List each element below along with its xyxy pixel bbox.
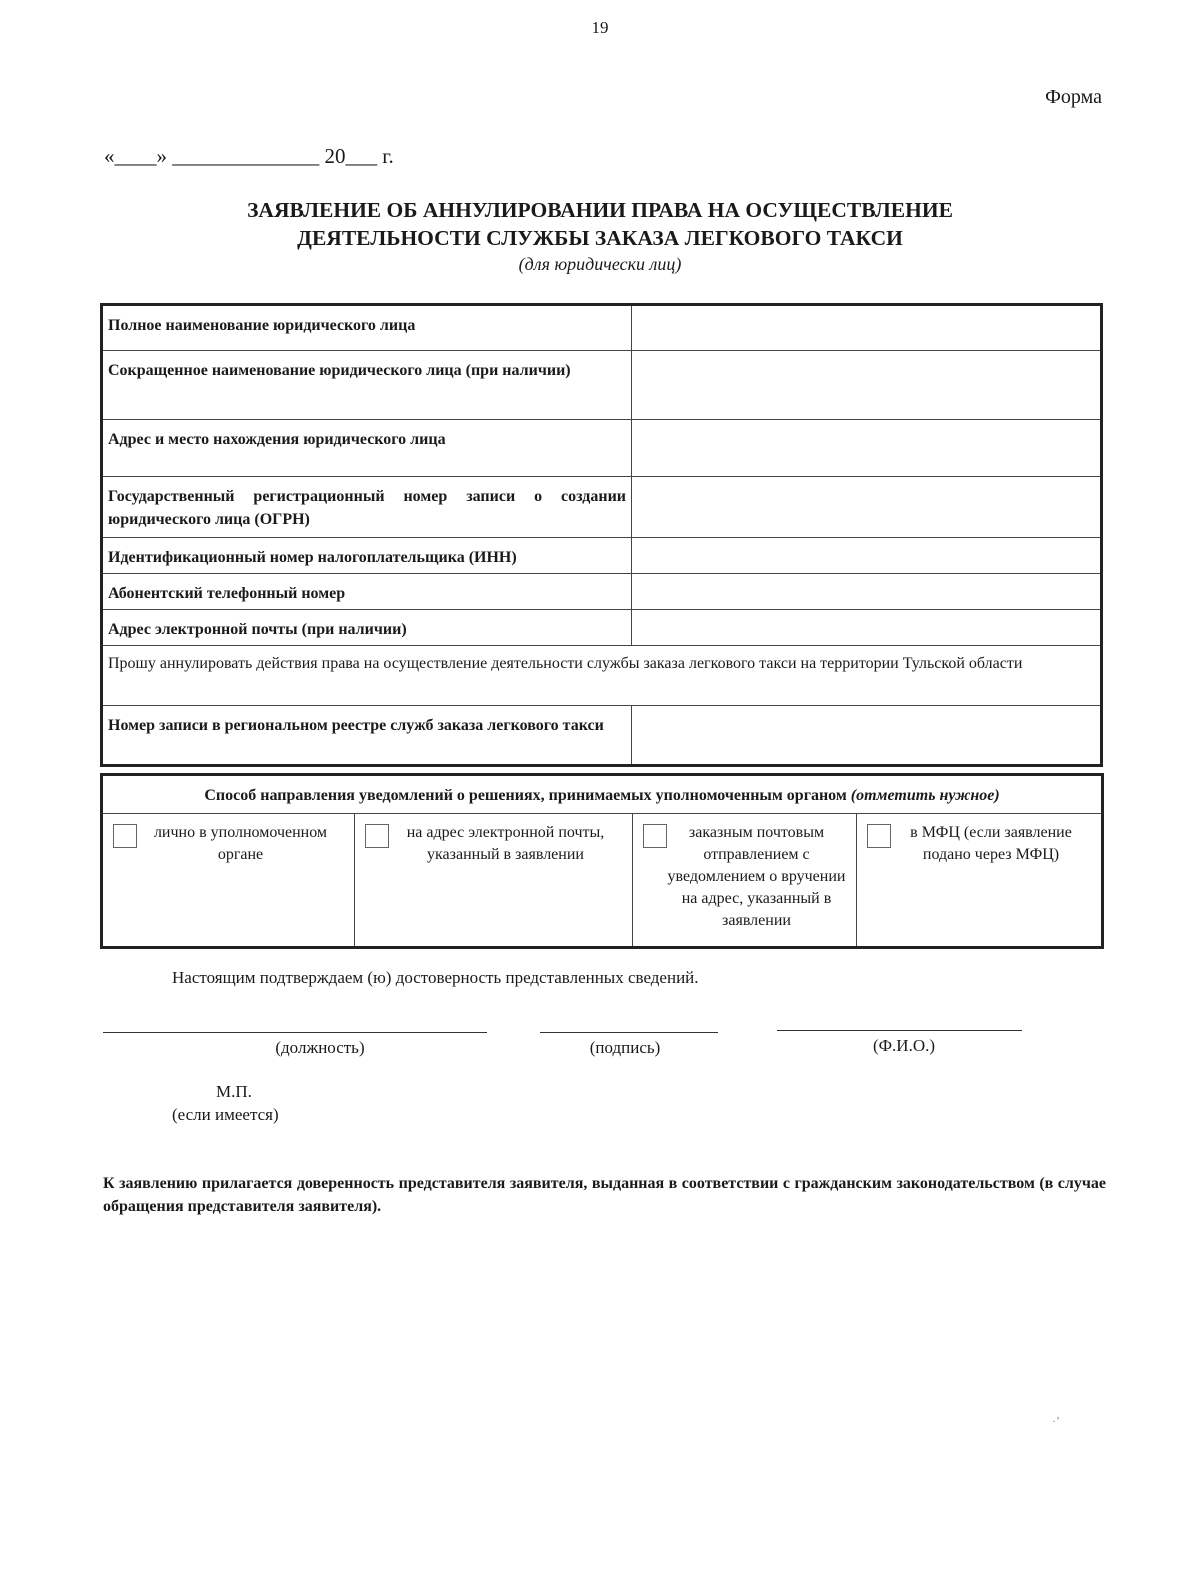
address-field[interactable] xyxy=(632,420,1102,477)
date-line: «____» ______________ 20___ г. xyxy=(104,144,394,168)
row-label-registry-number: Номер записи в региональном реестре служб заказа легкового такси xyxy=(102,706,632,766)
document-subtitle: (для юридически лиц) xyxy=(518,254,682,274)
phone-field[interactable] xyxy=(632,574,1102,610)
notification-header-text: Способ направления уведомлений о решениях, принимаемых уполномоченным органом xyxy=(204,787,847,804)
table-row xyxy=(102,477,1102,538)
option-in-person xyxy=(102,814,355,948)
row-label-short-name: Сокращенное наименование юридического лица (при наличии) xyxy=(102,351,632,420)
notification-header xyxy=(102,775,1103,814)
table-row xyxy=(102,646,1102,706)
scan-artifact: ·ʼ xyxy=(1052,1414,1060,1428)
option-label: заказным почтовым отправлением с уведомлением о вручении на адрес, указанный в заявлении xyxy=(667,824,846,929)
row-label-address: Адрес и место нахождения юридического лица xyxy=(102,420,632,477)
option-label: на адрес электронной почты, указанный в заявлении xyxy=(406,824,605,863)
row-label-inn: Идентификационный номер налогоплательщика (ИНН) xyxy=(102,538,632,574)
stamp-note: (если имеется) xyxy=(172,1105,279,1124)
row-label-phone: Абонентский телефонный номер xyxy=(102,574,632,610)
table-row xyxy=(102,538,1102,574)
page-number: 19 xyxy=(591,18,609,37)
checkbox-in-person[interactable] xyxy=(113,824,137,848)
ogrn-field[interactable] xyxy=(632,477,1102,538)
option-label: в МФЦ (если заявление подано через МФЦ) xyxy=(910,824,1072,863)
row-label-email: Адрес электронной почты (при наличии) xyxy=(102,610,632,646)
table-row xyxy=(102,610,1102,646)
name-caption: (Ф.И.О.) xyxy=(872,1036,936,1055)
stamp-label: М.П. xyxy=(216,1082,252,1101)
table-row xyxy=(102,775,1103,814)
table-row xyxy=(102,574,1102,610)
document-title xyxy=(100,196,1100,252)
notification-method-table xyxy=(100,773,1104,949)
option-email xyxy=(355,814,633,948)
table-row xyxy=(102,420,1102,477)
option-registered-mail xyxy=(633,814,857,948)
applicant-info-table xyxy=(100,303,1103,767)
full-name-signature-line[interactable] xyxy=(777,1030,1022,1031)
option-mfc xyxy=(857,814,1103,948)
position-caption: (должность) xyxy=(275,1038,365,1057)
full-name-field[interactable] xyxy=(632,305,1102,351)
row-label-ogrn: Государственный регистрационный номер записи о создании юридического лица (ОГРН) xyxy=(102,477,632,538)
request-text: Прошу аннулировать действия права на осуществление деятельности службы заказа легкового такси на территории Тульской области xyxy=(102,646,1102,706)
row-label-full-name: Полное наименование юридического лица xyxy=(102,305,632,351)
table-row xyxy=(102,706,1102,766)
form-label: Форма xyxy=(1045,86,1102,108)
notification-header-note: (отметить нужное) xyxy=(850,787,1000,804)
table-row xyxy=(102,351,1102,420)
option-label: лично в уполномоченном органе xyxy=(153,824,328,863)
checkbox-mfc[interactable] xyxy=(867,824,891,848)
confirmation-text: Настоящим подтверждаем (ю) достоверность представленных сведений. xyxy=(172,968,699,987)
inn-field[interactable] xyxy=(632,538,1102,574)
signature-caption: (подпись) xyxy=(589,1038,661,1057)
checkbox-registered-mail[interactable] xyxy=(643,824,667,848)
position-signature-line[interactable] xyxy=(103,1032,487,1033)
email-field[interactable] xyxy=(632,610,1102,646)
registry-number-field[interactable] xyxy=(632,706,1102,766)
short-name-field[interactable] xyxy=(632,351,1102,420)
checkbox-email[interactable] xyxy=(365,824,389,848)
signature-line[interactable] xyxy=(540,1032,718,1033)
title-line-2: ДЕЯТЕЛЬНОСТИ СЛУЖБЫ ЗАКАЗА ЛЕГКОВОГО ТАКСИ xyxy=(297,226,903,250)
table-row xyxy=(102,814,1103,948)
attachment-note: К заявлению прилагается доверенность представителя заявителя, выданная в соответствии с гражданским законодательством (в случае обращения представителя заявителя). xyxy=(103,1175,1106,1215)
title-line-1: ЗАЯВЛЕНИЕ ОБ АННУЛИРОВАНИИ ПРАВА НА ОСУЩЕСТВЛЕНИЕ xyxy=(247,198,953,222)
table-row xyxy=(102,305,1102,351)
